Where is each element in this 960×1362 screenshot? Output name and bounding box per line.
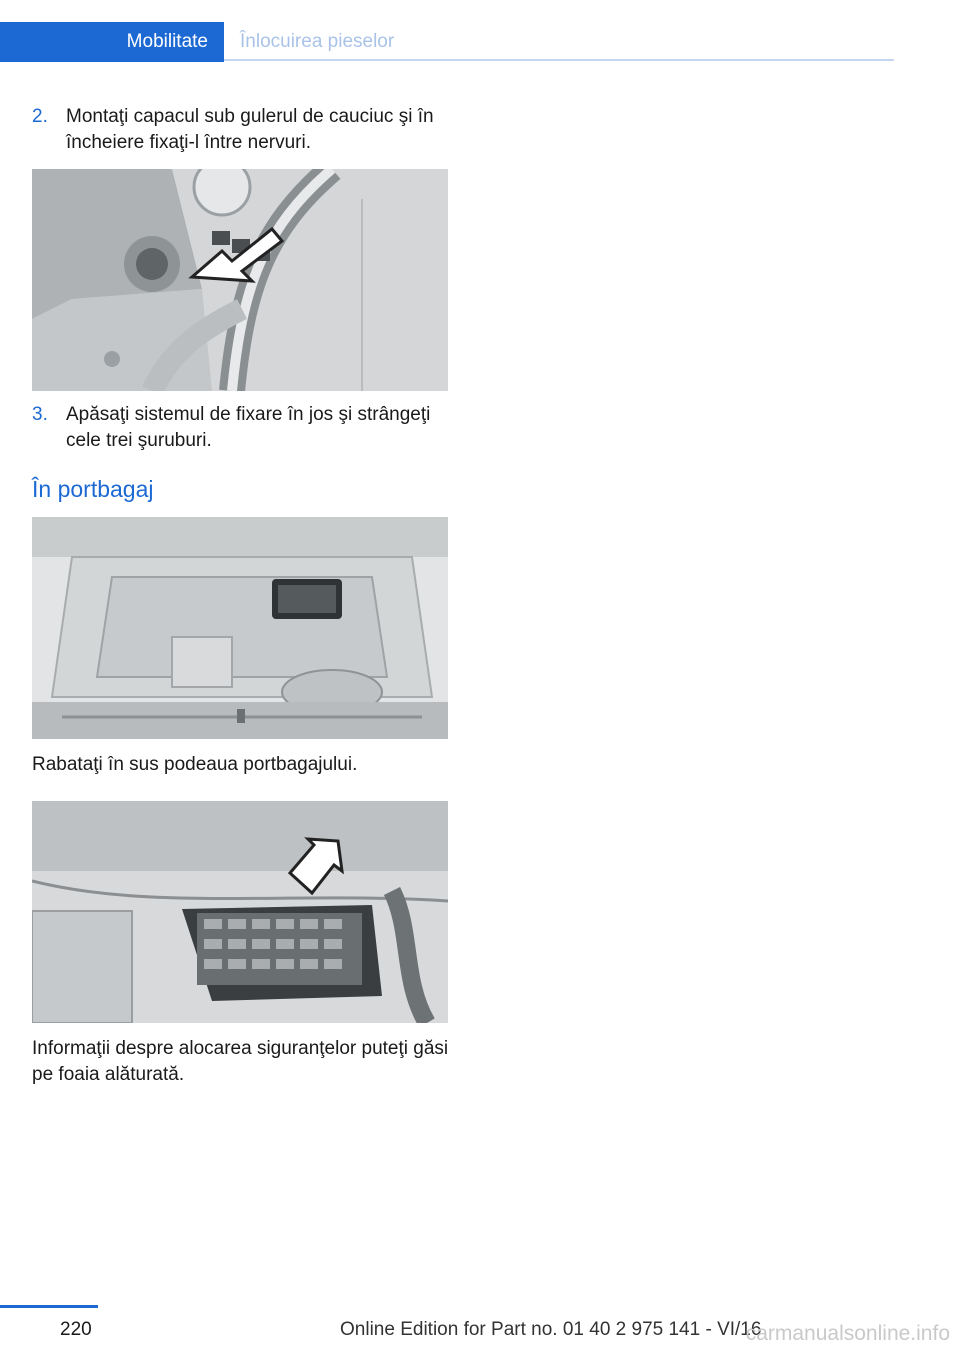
step-number: 3.: [32, 404, 48, 425]
step-text: Apăsaţi sistemul de fixare în jos şi strângeţi cele trei şuruburi.: [66, 404, 431, 451]
figure-fuse-box: [32, 801, 448, 1023]
page-header: [0, 22, 894, 62]
figure-cover-clip: [32, 169, 448, 391]
page-number: 220: [60, 1319, 92, 1340]
step-text: Montaţi capacul sub gulerul de cauciuc şi în încheiere fixaţi-l între nervuri.: [66, 106, 434, 153]
step-number: 2.: [32, 106, 48, 127]
edition-note: Online Edition for Part no. 01 40 2 975 141 - VI/16: [340, 1319, 762, 1340]
figure-trunk-floor: [32, 517, 448, 739]
watermark: carmanualsonline.info: [745, 1322, 950, 1345]
tab-mobilitate[interactable]: Mobilitate: [0, 22, 224, 62]
footer-divider: [0, 1305, 98, 1308]
paragraph-fuse-info: Informaţii despre alocarea siguranţelor puteţi găsi pe foaia alăturată.: [32, 1038, 449, 1085]
tab-inlocuirea-pieselor[interactable]: Înlocuirea pieselor: [240, 31, 395, 52]
section-title: În portbagaj: [32, 476, 154, 502]
paragraph-fold-floor: Rabataţi în sus podeaua portbagajului.: [32, 754, 358, 775]
header-divider: [224, 59, 894, 61]
